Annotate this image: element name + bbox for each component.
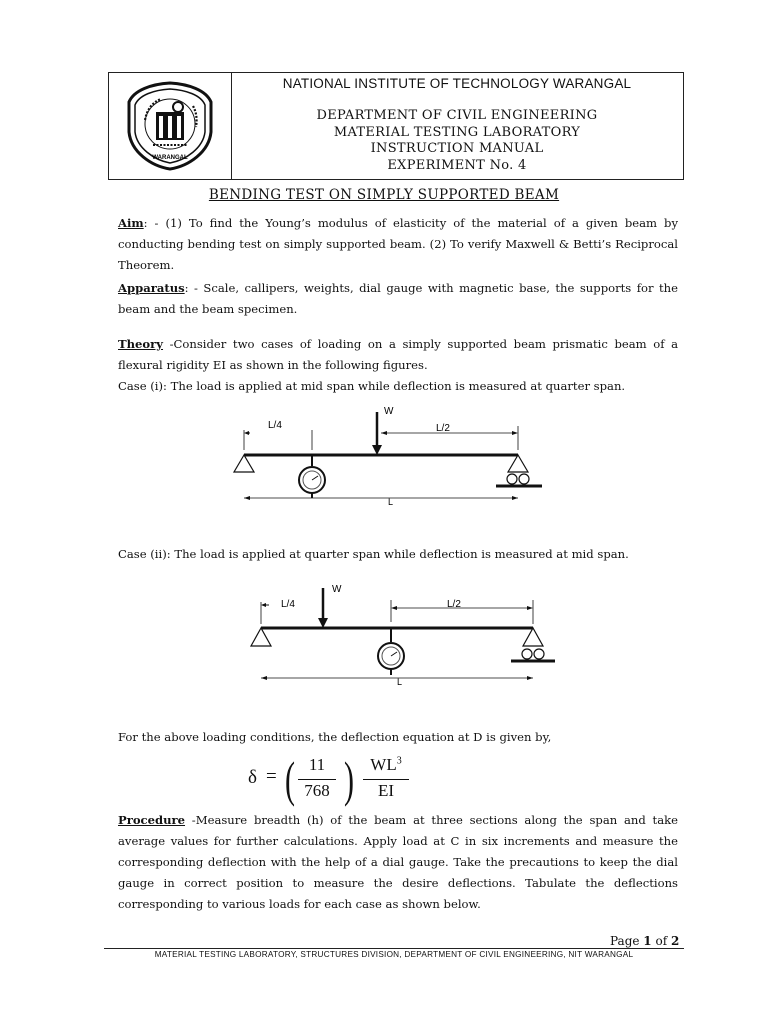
case1-caption: Case (i): The load is applied at mid span while deflection is measured at quarter span. — [118, 379, 626, 393]
laboratory-name: MATERIAL TESTING LABORATORY — [333, 124, 581, 140]
eq-numerator: 11 — [308, 755, 326, 774]
case2-dim-span: L — [397, 677, 403, 687]
case2-dial-gauge — [378, 628, 404, 675]
case1-dial-gauge — [299, 455, 325, 498]
nit-warangal-logo — [123, 80, 217, 172]
case2-dim-half: L/2 — [447, 599, 461, 610]
case1-pin-support — [234, 455, 254, 472]
apparatus-paragraph — [118, 278, 678, 320]
department-name: DEPARTMENT OF CIVIL ENGINEERING — [316, 108, 598, 123]
page-of: of — [651, 934, 671, 948]
case2-load-label: W — [332, 584, 342, 595]
case2-dim-quarter: L/4 — [281, 599, 295, 610]
aim-text: : - (1) To find the Young’s modulus of elasticity of the material of a given beam by conducting bending test on simply supported beam. (2) To verify Maxwell & Betti’s Reciprocal Theorem. — [118, 216, 678, 272]
manual-title: INSTRUCTION MANUAL — [370, 141, 544, 156]
document-title: BENDING TEST ON SIMPLY SUPPORTED BEAM — [208, 187, 560, 203]
page-number — [610, 934, 679, 948]
case1-dim-span: L — [388, 497, 394, 507]
procedure-text: -Measure breadth (h) of the beam at three sections along the span and take average values for further calculations. Apply load at C in six increments and measure the corresponding deflection with the help of a dial gauge. Take the precautions to keep the dial gauge in correct position to measure the desire deflections. Tabulate the deflections corresponding to various loads for each case as shown below. — [118, 813, 678, 911]
footer-text: MATERIAL TESTING LABORATORY, STRUCTURES DIVISION, DEPARTMENT OF CIVIL ENGINEERING, NIT WARANGAL — [154, 950, 634, 959]
theory-paragraph — [118, 334, 678, 376]
case2-pin-support — [251, 628, 271, 646]
case1-dim-half: L/2 — [436, 423, 450, 434]
deflection-intro: For the above loading conditions, the deflection equation at D is given by, — [118, 730, 552, 744]
page-current: 1 — [643, 934, 652, 948]
case1-dim-quarter: L/4 — [268, 420, 282, 431]
institute-name: NATIONAL INSTITUTE OF TECHNOLOGY WARANGAL — [282, 76, 632, 91]
eq-rhs-denominator: EI — [377, 781, 395, 800]
apparatus-text: : - Scale, callipers, weights, dial gauge with magnetic base, the supports for the beam and the beam specimen. — [118, 281, 678, 316]
eq-exponent: 3 — [396, 755, 402, 767]
theory-label: Theory — [118, 337, 164, 351]
case2-roller-support — [511, 628, 555, 661]
procedure-label: Procedure — [118, 813, 186, 827]
logo-cell — [109, 73, 232, 179]
page-total: 2 — [670, 934, 680, 948]
eq-left-paren: ( — [285, 751, 295, 807]
eq-right-paren: ) — [344, 751, 354, 807]
aim-paragraph — [118, 213, 678, 276]
aim-label: Aim — [118, 216, 144, 230]
theory-text: -Consider two cases of loading on a simply supported beam prismatic beam of a flexural rigidity EI as shown in the following figures. — [118, 337, 678, 372]
experiment-number: EXPERIMENT No. 4 — [387, 157, 527, 173]
case2-caption: Case (ii): The load is applied at quarter span while deflection is measured at mid span. — [118, 547, 629, 561]
case1-figure — [230, 400, 550, 510]
eq-rhs-numerator — [363, 755, 409, 775]
procedure-paragraph — [118, 810, 678, 915]
case1-roller-support — [496, 455, 542, 486]
header-text — [231, 73, 683, 174]
case1-load-label: W — [384, 406, 394, 417]
page-prefix: Page — [610, 934, 644, 948]
header-box — [108, 72, 684, 180]
case2-figure — [245, 580, 555, 690]
apparatus-label: Apparatus — [118, 281, 185, 295]
eq-delta: δ — [248, 767, 257, 788]
eq-denominator: 768 — [304, 781, 330, 800]
logo-bottom-text: WARANGAL — [152, 155, 188, 161]
eq-rhs-numerator-text: WL — [370, 755, 397, 774]
eq-equals: = — [266, 766, 277, 787]
eq-fraction-bar — [298, 779, 336, 780]
eq-rhs-fraction-bar — [363, 779, 409, 780]
footer-rule — [104, 948, 684, 949]
deflection-equation — [245, 752, 445, 812]
